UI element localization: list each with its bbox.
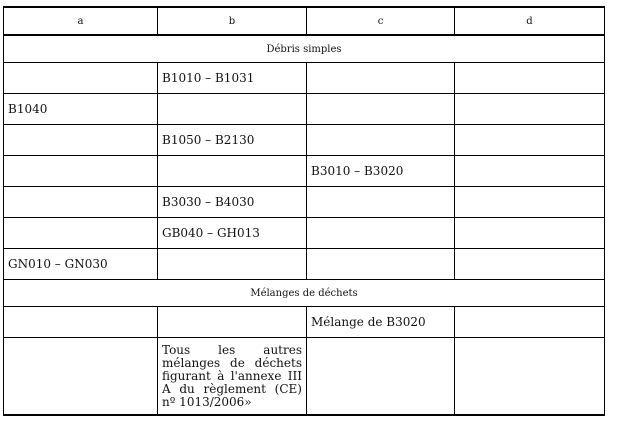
table-row: [4, 94, 605, 125]
table-cell: [4, 187, 158, 218]
table-cell: Tous les autres mélanges de déchets figurant à l'annexe III A du règlement (CE) nº 1013/2006»: [158, 338, 307, 416]
table-cell: [307, 125, 455, 156]
table-cell: B3030 – B4030: [158, 187, 307, 218]
table-row: [4, 63, 605, 94]
section-title-waste-mixtures: Mélanges de déchets: [4, 280, 605, 307]
column-header-d: d: [455, 7, 605, 35]
column-header-c: c: [307, 7, 455, 35]
table-cell: GN010 – GN030: [4, 249, 158, 280]
table-cell: [455, 218, 605, 249]
table-cell: [4, 218, 158, 249]
table-cell: B1010 – B1031: [158, 63, 307, 94]
table-cell: [455, 94, 605, 125]
table-cell: GB040 – GH013: [158, 218, 307, 249]
section-row: [4, 35, 605, 63]
table-cell: [158, 249, 307, 280]
table-row: [4, 218, 605, 249]
table-cell: [4, 307, 158, 338]
column-header-a: a: [4, 7, 158, 35]
section-title-simple-debris: Débris simples: [4, 35, 605, 63]
table-cell: [307, 249, 455, 280]
table-cell: [4, 156, 158, 187]
table-cell: [455, 187, 605, 218]
table-cell: [307, 187, 455, 218]
table-cell: [307, 63, 455, 94]
column-header-b: b: [158, 7, 307, 35]
table-cell: [4, 338, 158, 416]
table-cell: [4, 125, 158, 156]
table-cell: [455, 125, 605, 156]
table-cell: B1040: [4, 94, 158, 125]
table-cell: B1050 – B2130: [158, 125, 307, 156]
table-cell: [455, 156, 605, 187]
section-row: [4, 280, 605, 307]
table-cell: [158, 156, 307, 187]
table-cell: [455, 63, 605, 94]
table-cell: [158, 94, 307, 125]
table-cell: [307, 94, 455, 125]
table-row: [4, 125, 605, 156]
table-cell: [455, 338, 605, 416]
waste-classification-table: [3, 6, 605, 416]
table-cell: [455, 307, 605, 338]
header-row: [4, 7, 605, 35]
table-cell: Mélange de B3020: [307, 307, 455, 338]
table-cell: [307, 338, 455, 416]
table-cell: [307, 218, 455, 249]
table-cell: [158, 307, 307, 338]
table-row: [4, 307, 605, 338]
table-row: [4, 156, 605, 187]
table-cell: B3010 – B3020: [307, 156, 455, 187]
table-row: [4, 249, 605, 280]
table-cell: [455, 249, 605, 280]
table-cell: [4, 63, 158, 94]
table-row: [4, 338, 605, 416]
table-row: [4, 187, 605, 218]
